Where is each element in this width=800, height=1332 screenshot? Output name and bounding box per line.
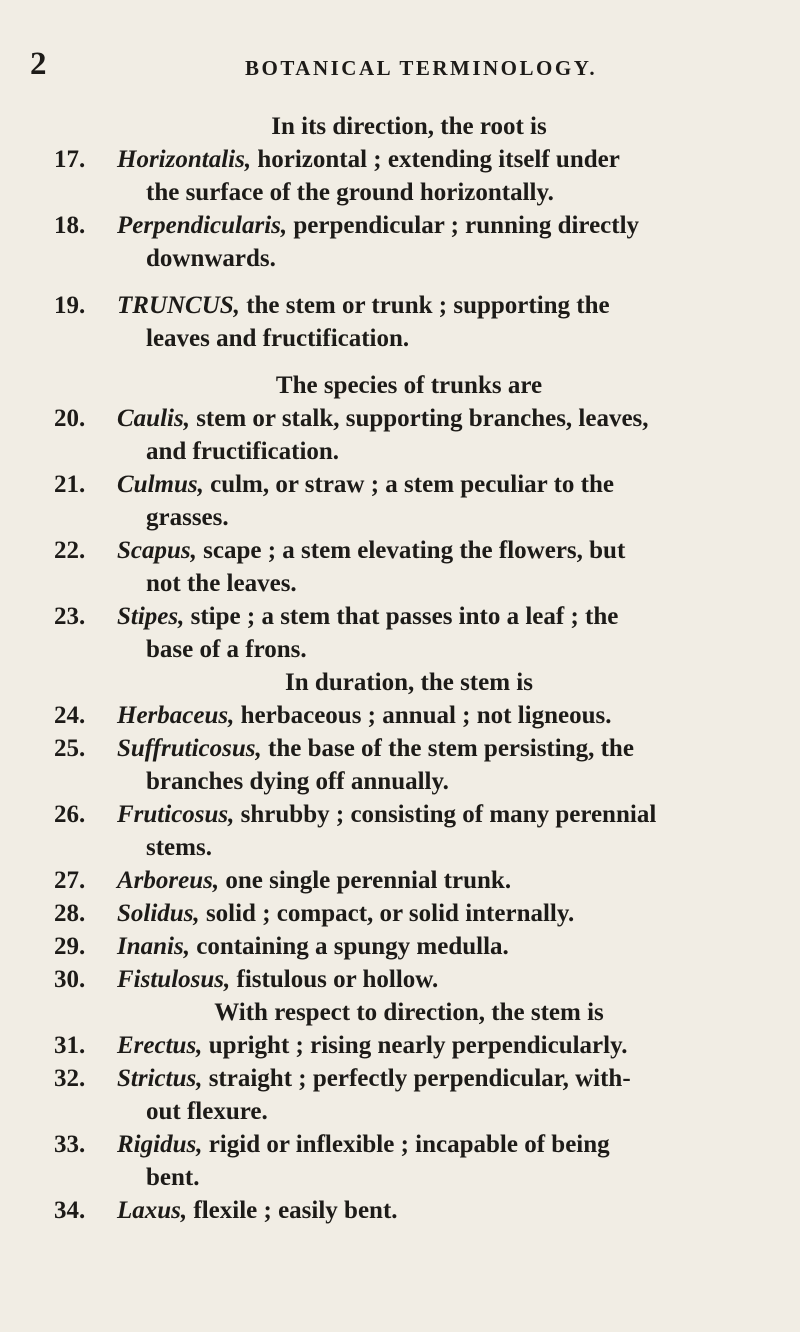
definition: perpendicular ; running directly xyxy=(287,212,640,239)
entry-number: 26. xyxy=(54,801,86,828)
entry-number: 30. xyxy=(54,966,86,993)
latin-term: Perpendicularis, xyxy=(117,212,288,239)
definition: herbaceous ; annual ; not ligneous. xyxy=(234,702,612,729)
entry-34 xyxy=(0,1194,800,1227)
running-title: BOTANICAL TERMINOLOGY. xyxy=(245,56,598,80)
definition: culm, or straw ; a stem peculiar to the xyxy=(203,471,614,498)
entry-number: 29. xyxy=(54,933,86,960)
definition-continued: grasses. xyxy=(146,504,229,531)
entry-number: 28. xyxy=(54,900,86,927)
definition-continued: bent. xyxy=(146,1164,200,1191)
definition: one single perennial trunk. xyxy=(219,867,512,894)
definition: the stem or trunk ; supporting the xyxy=(239,292,610,319)
definition-continued: and fructification. xyxy=(146,438,340,465)
definition: stipe ; a stem that passes into a leaf ; the xyxy=(184,603,619,630)
page-header xyxy=(0,46,800,86)
definition-continued: the surface of the ground horizontally. xyxy=(146,179,554,206)
definition-continued: branches dying off annually. xyxy=(146,768,449,795)
entry-26 xyxy=(0,798,800,831)
definition-continued: stems. xyxy=(146,834,212,861)
definition-continued: downwards. xyxy=(146,245,276,272)
entry-21 xyxy=(0,468,800,501)
entry-30 xyxy=(0,963,800,996)
entry-number: 25. xyxy=(54,735,86,762)
entry-24 xyxy=(0,699,800,732)
entry-number: 22. xyxy=(54,537,86,564)
entry-19 xyxy=(0,289,800,322)
entry-20 xyxy=(0,402,800,435)
definition: solid ; compact, or solid internally. xyxy=(199,900,575,927)
page-number: 2 xyxy=(30,46,47,82)
entry-number: 33. xyxy=(54,1131,86,1158)
page-body xyxy=(0,110,800,1227)
latin-term: Suffruticosus, xyxy=(117,735,262,762)
section-heading: The species of trunks are xyxy=(275,372,543,399)
entry-23 xyxy=(0,600,800,633)
latin-term: Fistulosus, xyxy=(117,966,231,993)
entry-number: 23. xyxy=(54,603,86,630)
entry-25 xyxy=(0,732,800,765)
definition: horizontal ; extending itself under xyxy=(251,146,620,173)
entry-32 xyxy=(0,1062,800,1095)
entry-28 xyxy=(0,897,800,930)
entry-number: 20. xyxy=(54,405,86,432)
latin-term: Caulis, xyxy=(117,405,190,432)
definition-continued: not the leaves. xyxy=(146,570,297,597)
entry-22 xyxy=(0,534,800,567)
entry-27 xyxy=(0,864,800,897)
definition-continued: base of a frons. xyxy=(146,636,307,663)
entry-33 xyxy=(0,1128,800,1161)
definition: shrubby ; consisting of many perennial xyxy=(234,801,657,828)
definition: rigid or inflexible ; incapable of being xyxy=(202,1131,610,1158)
entry-number: 17. xyxy=(54,146,86,173)
latin-term: Inanis, xyxy=(117,933,190,960)
latin-term: Horizontalis, xyxy=(117,146,252,173)
definition: the base of the stem persisting, the xyxy=(261,735,634,762)
entry-number: 31. xyxy=(54,1032,86,1059)
latin-term: TRUNCUS, xyxy=(117,292,240,319)
definition: scape ; a stem elevating the flowers, but xyxy=(196,537,626,564)
definition: fistulous or hollow. xyxy=(230,966,439,993)
entry-29 xyxy=(0,930,800,963)
definition-continued: out flexure. xyxy=(146,1098,268,1125)
section-heading: In duration, the stem is xyxy=(285,669,533,696)
latin-term: Fruticosus, xyxy=(117,801,235,828)
latin-term: Arboreus, xyxy=(117,867,220,894)
section-heading: With respect to direction, the stem is xyxy=(214,999,604,1026)
entry-18 xyxy=(0,209,800,242)
latin-term: Erectus, xyxy=(117,1032,203,1059)
definition: flexile ; easily bent. xyxy=(187,1197,398,1224)
latin-term: Strictus, xyxy=(117,1065,203,1092)
latin-term: Herbaceus, xyxy=(117,702,235,729)
definition: stem or stalk, supporting branches, leaves, xyxy=(189,405,649,432)
definition-continued: leaves and fructification. xyxy=(146,325,410,352)
entry-17 xyxy=(0,143,800,176)
entry-number: 24. xyxy=(54,702,86,729)
entry-31 xyxy=(0,1029,800,1062)
definition: upright ; rising nearly perpendicularly. xyxy=(202,1032,628,1059)
definition: straight ; perfectly perpendicular, with- xyxy=(202,1065,631,1092)
latin-term: Scapus, xyxy=(117,537,197,564)
entry-number: 27. xyxy=(54,867,86,894)
latin-term: Laxus, xyxy=(117,1197,188,1224)
entry-number: 18. xyxy=(54,212,86,239)
latin-term: Solidus, xyxy=(117,900,200,927)
latin-term: Culmus, xyxy=(117,471,204,498)
entry-number: 21. xyxy=(54,471,86,498)
latin-term: Stipes, xyxy=(117,603,185,630)
entry-number: 32. xyxy=(54,1065,86,1092)
latin-term: Rigidus, xyxy=(117,1131,203,1158)
entry-number: 34. xyxy=(54,1197,86,1224)
definition: containing a spungy medulla. xyxy=(189,933,509,960)
section-heading: In its direction, the root is xyxy=(271,113,547,140)
entry-number: 19. xyxy=(54,292,86,319)
